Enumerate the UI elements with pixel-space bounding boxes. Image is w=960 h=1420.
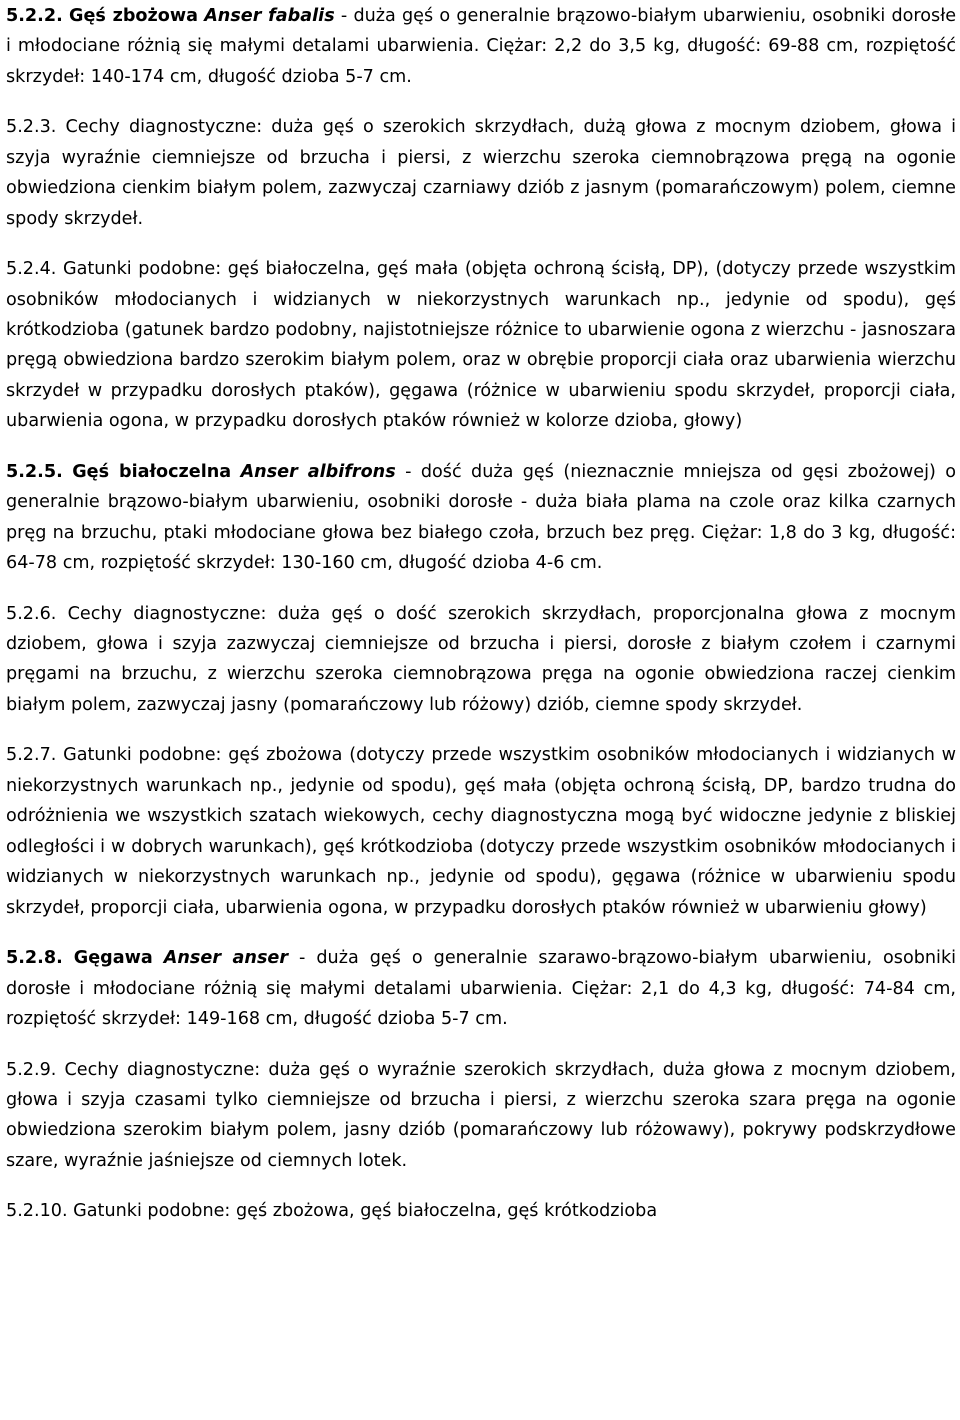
paragraph-5-2-7 (6, 740, 956, 922)
paragraph-5-2-8 (6, 943, 956, 1034)
paragraph-5-2-5 (6, 457, 956, 579)
paragraph-text: 5.2.3. Cechy diagnostyczne: duża gęś o szerokich skrzydłach, dużą głowa z mocnym dziobem, głowa i szyja wyraźnie ciemniejsze od brzucha i piersi, z wierzchu szeroka ciemnobrązowa pręgą na ogonie obwiedziona cienkim białym polem, zazwyczaj czarniawy dziób z jasnym (pomarańczowym) polem, ciemne spody skrzydeł. (6, 117, 956, 229)
species-name-latin: Anser albifrons (240, 461, 396, 482)
species-name-latin: Anser fabalis (204, 6, 335, 26)
paragraph-5-2-2 (6, 1, 956, 92)
section-number: 5.2.2. (6, 6, 63, 26)
paragraph-text: 5.2.10. Gatunki podobne: gęś zbożowa, gęś białoczelna, gęś krótkodzioba (6, 1201, 658, 1222)
paragraph-text: - dość duża gęś (nieznacznie mniejsza od gęsi zbożowej) o generalnie brązowo-białym ubarwieniu, osobniki dorosłe - duża biała plama na czole oraz kilka czarnych pręg na brzuchu, ptaki młodociane głowa bez białego czoła, brzuch bez pręg. Ciężar: 1,8 do 3 kg, długość: 64-78 cm, rozpiętość skrzydeł: 130-160 cm, długość dzioba 4-6 cm. (6, 461, 957, 574)
species-name-polish: Gęś zbożowa (69, 6, 198, 26)
section-number: 5.2.8. (6, 948, 63, 969)
paragraph-text: 5.2.7. Gatunki podobne: gęś zbożowa (dotyczy przede wszystkim osobników młodocianych i widzianych w niekorzystnych warunkach np., jedynie od spodu), gęś mała (objęta ochroną ścisłą, DP, bardzo trudna do odróżnienia we wszystkich szatach wiekowych, cechy diagnostyczna mogą być widoczne jedynie z bliskiej odległości i w dobrych warunkach), gęś krótkodzioba (dotyczy przede wszystkim osobników młodocianych i widzianych w niekorzystnych warunkach np., jedynie od spodu), gęgawa (różnice w ubarwieniu spodu skrzydeł, proporcji ciała, ubarwienia ogona, w przypadku dorosłych ptaków również w ubarwieniu głowy) (6, 745, 956, 918)
paragraph-text: 5.2.6. Cechy diagnostyczne: duża gęś o dość szerokich skrzydłach, proporcjonalna głowa z mocnym dziobem, głowa i szyja zazwyczaj ciemniejsze od brzucha i piersi, dorosłe z białym czołem i czarnymi pręgami na brzuchu, z wierzchu szeroka ciemnobrązowa pręga na ogonie obwiedziona raczej cienkim białym polem, zazwyczaj jasny (pomarańczowy lub różowy) dziób, ciemne spody skrzydeł. (6, 603, 956, 715)
paragraph-5-2-10 (6, 1196, 956, 1226)
paragraph-text: 5.2.9. Cechy diagnostyczne: duża gęś o wyraźnie szerokich skrzydłach, duża głowa z mocnym dziobem, głowa i szyja czasami tylko ciemniejsze od brzucha i piersi, z wierzchu szeroka szara pręga na ogonie obwiedziona szerokim białym polem, jasny dziób (pomarańczowy lub różowawy), pokrywy podskrzydłowe szare, wyraźnie jaśniejsze od ciemnych lotek. (6, 1059, 956, 1171)
paragraph-5-2-9 (6, 1055, 956, 1177)
paragraph-5-2-4 (6, 254, 956, 436)
document-page (6, 1, 956, 1247)
species-name-polish: Gęś białoczelna (72, 461, 232, 482)
paragraph-text: - duża gęś o generalnie szarawo-brązowo-białym ubarwieniu, osobniki dorosłe i młodociane różnią się małymi detalami ubarwienia. Ciężar: 2,1 do 4,3 kg, długość: 74-84 cm, rozpiętość skrzydeł: 149-168 cm, długość dzioba 5-7 cm. (6, 948, 957, 1029)
species-name-latin: Anser anser (163, 948, 289, 969)
species-name-polish: Gęgawa (73, 948, 153, 969)
section-number: 5.2.5. (6, 461, 63, 482)
paragraph-text: - duża gęś o generalnie brązowo-białym ubarwieniu, osobniki dorosłe i młodociane różnią się małymi detalami ubarwienia. Ciężar: 2,2 do 3,5 kg, długość: 69-88 cm, rozpiętość skrzydeł: 140-174 cm, długość dzioba 5-7 cm. (6, 6, 957, 87)
paragraph-5-2-3 (6, 112, 956, 234)
paragraph-text: 5.2.4. Gatunki podobne: gęś białoczelna, gęś mała (objęta ochroną ścisłą, DP), (dotyczy przede wszystkim osobników młodocianych i widzianych w niekorzystnych warunkach np., jedynie od spodu), gęś krótkodzioba (gatunek bardzo podobny, najistotniejsze różnice to ubarwienie ogona z wierzchu - jasnoszara pręgą obwiedziona bardzo szerokim białym polem, oraz w obrębie proporcji ciała oraz ubarwienia wierzchu skrzydeł w przypadku dorosłych ptaków), gęgawa (różnice w ubarwieniu spodu skrzydeł, proporcji ciała, ubarwienia ogona, w przypadku dorosłych ptaków również w kolorze dzioba, głowy) (6, 259, 956, 432)
paragraph-5-2-6 (6, 599, 956, 721)
